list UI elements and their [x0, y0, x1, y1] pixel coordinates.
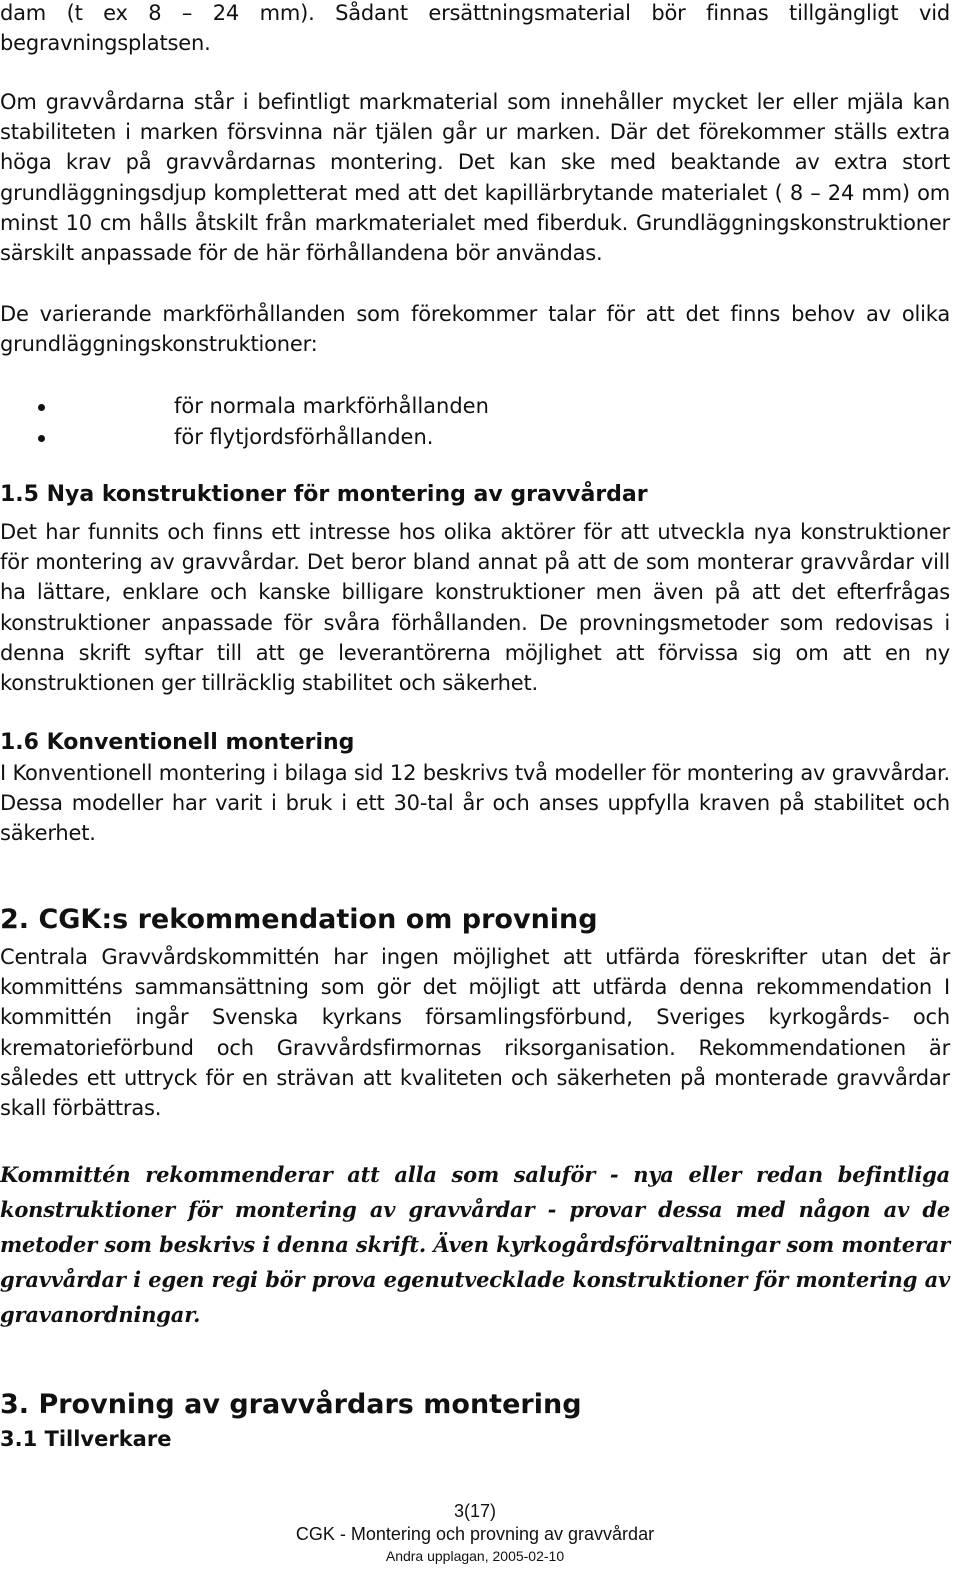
bullet-icon	[38, 404, 45, 411]
list-item-text: för flytjordsförhållanden.	[174, 425, 434, 449]
list-item	[0, 391, 950, 422]
footer-title: CGK - Montering och provning av gravvårdar	[295, 1524, 655, 1544]
paragraph-ground-conditions: De varierande markförhållanden som förekommer talar för att det finns behov av olika grundläggningskonstruktioner:	[0, 302, 950, 357]
paragraph-soil-stability: Om gravvårdarna står i befintligt markmaterial som innehåller mycket ler eller mjäla kan stabiliteten i marken försvinna när tjälen går ur marken. Där det förekommer ställs extra höga krav på gravvårdarnas montering. Det kan ske med beaktande av extra stort grundläggningsdjup kompletterat med att det kapillärbrytande materialet ( 8 – 24 mm) om minst 10 cm hålls åtskilt från markmaterialet med fiberduk. Grundläggningskonstruktioner särskilt anpassade för de här förhållandena bör användas.	[0, 90, 950, 266]
recommendation-statement: Kommittén rekommenderar att alla som saluför - nya eller redan befintliga konstruktioner för montering av gravvårdar - provar dessa med någon av de metoder som beskrivs i denna skrift. Även kyrkogårdsförvaltningar som monterar gravvårdar i egen regi bör prova egenutvecklade konstruktioner för montering av gravanordningar.	[0, 1162, 950, 1327]
paragraph-conventional-mounting: I Konventionell montering i bilaga sid 12 beskrivs två modeller för montering av gravvårdar. Dessa modeller har varit i bruk i ett 30-tal år och anses uppfylla kraven på stabilitet och säkerhet.	[0, 761, 950, 846]
list-item-text: för normala markförhållanden	[174, 394, 489, 418]
bullet-list	[0, 391, 950, 453]
bullet-icon	[38, 435, 45, 442]
heading-3: 3. Provning av gravvårdars montering	[0, 1389, 582, 1420]
paragraph-new-constructions: Det har funnits och finns ett intresse hos olika aktörer för att utveckla nya konstruktioner för montering av gravvårdar. Det beror bland annat på att de som monterar gravvårdar vill ha lättare, enklare och kanske billigare konstruktioner men även på att det efterfrågas konstruktioner anpassade för svåra förhållanden. De provningsmetoder som redovisas i denna skrift syftar till att ge leverantörerna möjlighet att förvissa sig om att en ny konstruktionen ger tillräcklig stabilitet och säkerhet.	[0, 520, 950, 696]
heading-3-1: 3.1 Tillverkare	[0, 1427, 172, 1451]
list-item	[0, 422, 950, 453]
footer-edition: Andra upplagan, 2005-02-10	[385, 1548, 565, 1564]
heading-2: 2. CGK:s rekommendation om provning	[0, 904, 598, 935]
page-number: 3(17)	[453, 1501, 497, 1521]
paragraph-intro-continued: dam (t ex 8 – 24 mm). Sådant ersättningsmaterial bör finnas tillgängligt vid begravningsplatsen.	[0, 1, 950, 56]
heading-1-5: 1.5 Nya konstruktioner för montering av gravvårdar	[0, 482, 648, 507]
heading-1-6: 1.6 Konventionell montering	[0, 730, 355, 755]
paragraph-cgk-recommendation: Centrala Gravvårdskommittén har ingen möjlighet att utfärda föreskrifter utan det är kommitténs sammansättning som gör det möjligt att utfärda denna rekommendation I kommittén ingår Svenska kyrkans församlingsförbund, Sveriges kyrkogårds- och krematorieförbund och Gravvårdsfirmornas riksorganisation. Rekommendationen är således ett uttryck för en strävan att kvaliteten och säkerheten på monterade gravvårdar skall förbättras.	[0, 945, 950, 1121]
